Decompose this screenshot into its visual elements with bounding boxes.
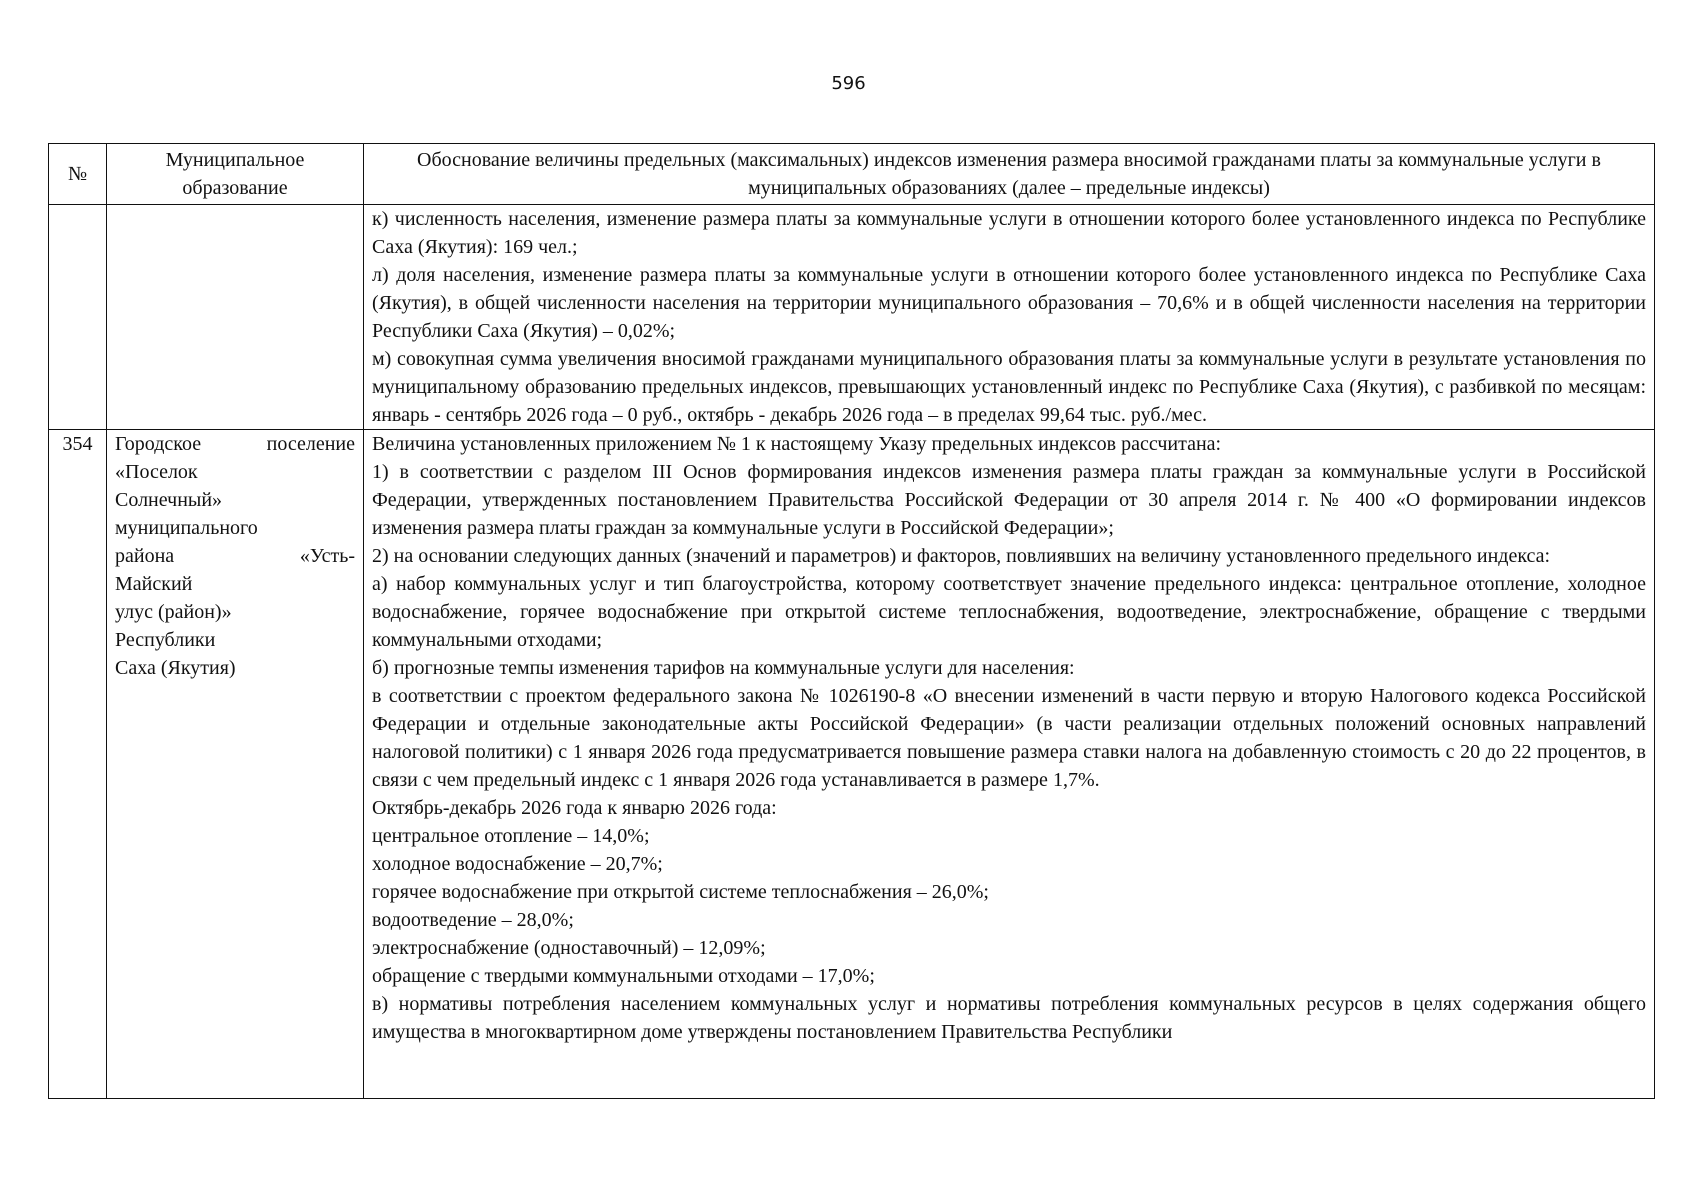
municipality-line: района «Усть- bbox=[115, 545, 355, 567]
paragraph-m: м) совокупная сумма увеличения вносимой гражданами муниципального образования платы за коммунальные услуги в результате установления по муниципальному образованию предельных индексов, превышающих установленный индекс по Республике Саха (Якутия), с разбивкой по месяцам: январь - сентябрь 2026 года – 0 руб., октябрь - декабрь 2026 года – в пределах 99,64 тыс. руб./мес. bbox=[372, 348, 1646, 426]
header-num: № bbox=[49, 144, 107, 205]
rate-electricity: электроснабжение (одноставочный) – 12,09%; bbox=[372, 937, 766, 959]
municipality-line: Солнечный» bbox=[115, 489, 223, 511]
paragraph-intro: Величина установленных приложением № 1 к настоящему Указу предельных индексов рассчитана: bbox=[372, 433, 1222, 455]
rate-cold-water: холодное водоснабжение – 20,7%; bbox=[372, 853, 663, 875]
row-municipality-cell bbox=[107, 430, 364, 1099]
paragraph-v: в) нормативы потребления населением коммунальных услуг и нормативы потребления коммунальных ресурсов в целях содержания общего имущества в многоквартирном доме утверждены постановлением Правительства Республики bbox=[372, 993, 1646, 1043]
rate-hot-water: горячее водоснабжение при открытой системе теплоснабжения – 26,0%; bbox=[372, 881, 989, 903]
municipality-line: Саха (Якутия) bbox=[115, 657, 236, 679]
row-num-cell: 354 bbox=[49, 430, 107, 1099]
municipality-line: Городское поселение bbox=[115, 433, 355, 455]
table-row bbox=[49, 430, 1655, 1099]
header-justification: Обоснование величины предельных (максимальных) индексов изменения размера вносимой гражданами платы за коммунальные услуги в муниципальных образованиях (далее – предельные индексы) bbox=[364, 144, 1655, 205]
paragraph-period: Октябрь-декабрь 2026 года к январю 2026 года: bbox=[372, 797, 777, 819]
tariff-index-table bbox=[48, 143, 1655, 1099]
header-municipality: Муниципальное образование bbox=[107, 144, 364, 205]
paragraph-l: л) доля населения, изменение размера платы за коммунальные услуги в отношении которого более установленного индекса по Республике Саха (Якутия), в общей численности населения на территории муниципального образования – 70,6% и в общей численности населения на территории Республики Саха (Якутия) – 0,02%; bbox=[372, 264, 1646, 342]
paragraph-k: к) численность населения, изменение размера платы за коммунальные услуги в отношении которого более установленного индекса по Республике Саха (Якутия): 169 чел.; bbox=[372, 208, 1646, 258]
table-header-row bbox=[49, 144, 1655, 205]
paragraph-vat: в соответствии с проектом федерального закона № 1026190-8 «О внесении изменений в части первую и вторую Налогового кодекса Российской Федерации и отдельные законодательные акты Российской Федерации» (в части реализации отдельных положений основных направлений налоговой политики) с 1 января 2026 года предусматривается повышение размера ставки налога на добавленную стоимость с 20 до 22 процентов, в связи с чем предельный индекс с 1 января 2026 года устанавливается в размере 1,7%. bbox=[372, 685, 1646, 791]
rate-drainage: водоотведение – 28,0%; bbox=[372, 909, 574, 931]
row-num-cell bbox=[49, 205, 107, 430]
row-justification-cell bbox=[364, 430, 1655, 1099]
table-row bbox=[49, 205, 1655, 430]
municipality-line: Майский bbox=[115, 573, 193, 595]
rate-heating: центральное отопление – 14,0%; bbox=[372, 825, 650, 847]
municipality-line: «Поселок bbox=[115, 461, 198, 483]
paragraph-1: 1) в соответствии с разделом III Основ формирования индексов изменения размера платы граждан за коммунальные услуги в Российской Федерации, утвержденных постановлением Правительства Российской Федерации от 30 апреля 2014 г. № 400 «О формировании индексов изменения размера платы граждан за коммунальные услуги в Российской Федерации»; bbox=[372, 461, 1646, 539]
page-number: 596 bbox=[831, 73, 866, 94]
municipality-line: муниципального bbox=[115, 517, 258, 539]
municipality-line: Республики bbox=[115, 629, 216, 651]
paragraph-2: 2) на основании следующих данных (значений и параметров) и факторов, повлиявших на величину установленного предельного индекса: bbox=[372, 545, 1551, 567]
rate-waste: обращение с твердыми коммунальными отходами – 17,0%; bbox=[372, 965, 875, 987]
paragraph-b: б) прогнозные темпы изменения тарифов на коммунальные услуги для населения: bbox=[372, 657, 1075, 679]
row-municipality-cell bbox=[107, 205, 364, 430]
justification-content bbox=[372, 430, 1646, 1098]
municipality-line: улус (район)» bbox=[115, 601, 232, 623]
row-justification-cell bbox=[364, 205, 1655, 430]
paragraph-a: а) набор коммунальных услуг и тип благоустройства, которому соответствует значение предельного индекса: центральное отопление, холодное водоснабжение, горячее водоснабжение при открытой системе теплоснабжения, водоотведение, электроснабжение, обращение с твердыми коммунальными отходами; bbox=[372, 573, 1646, 651]
